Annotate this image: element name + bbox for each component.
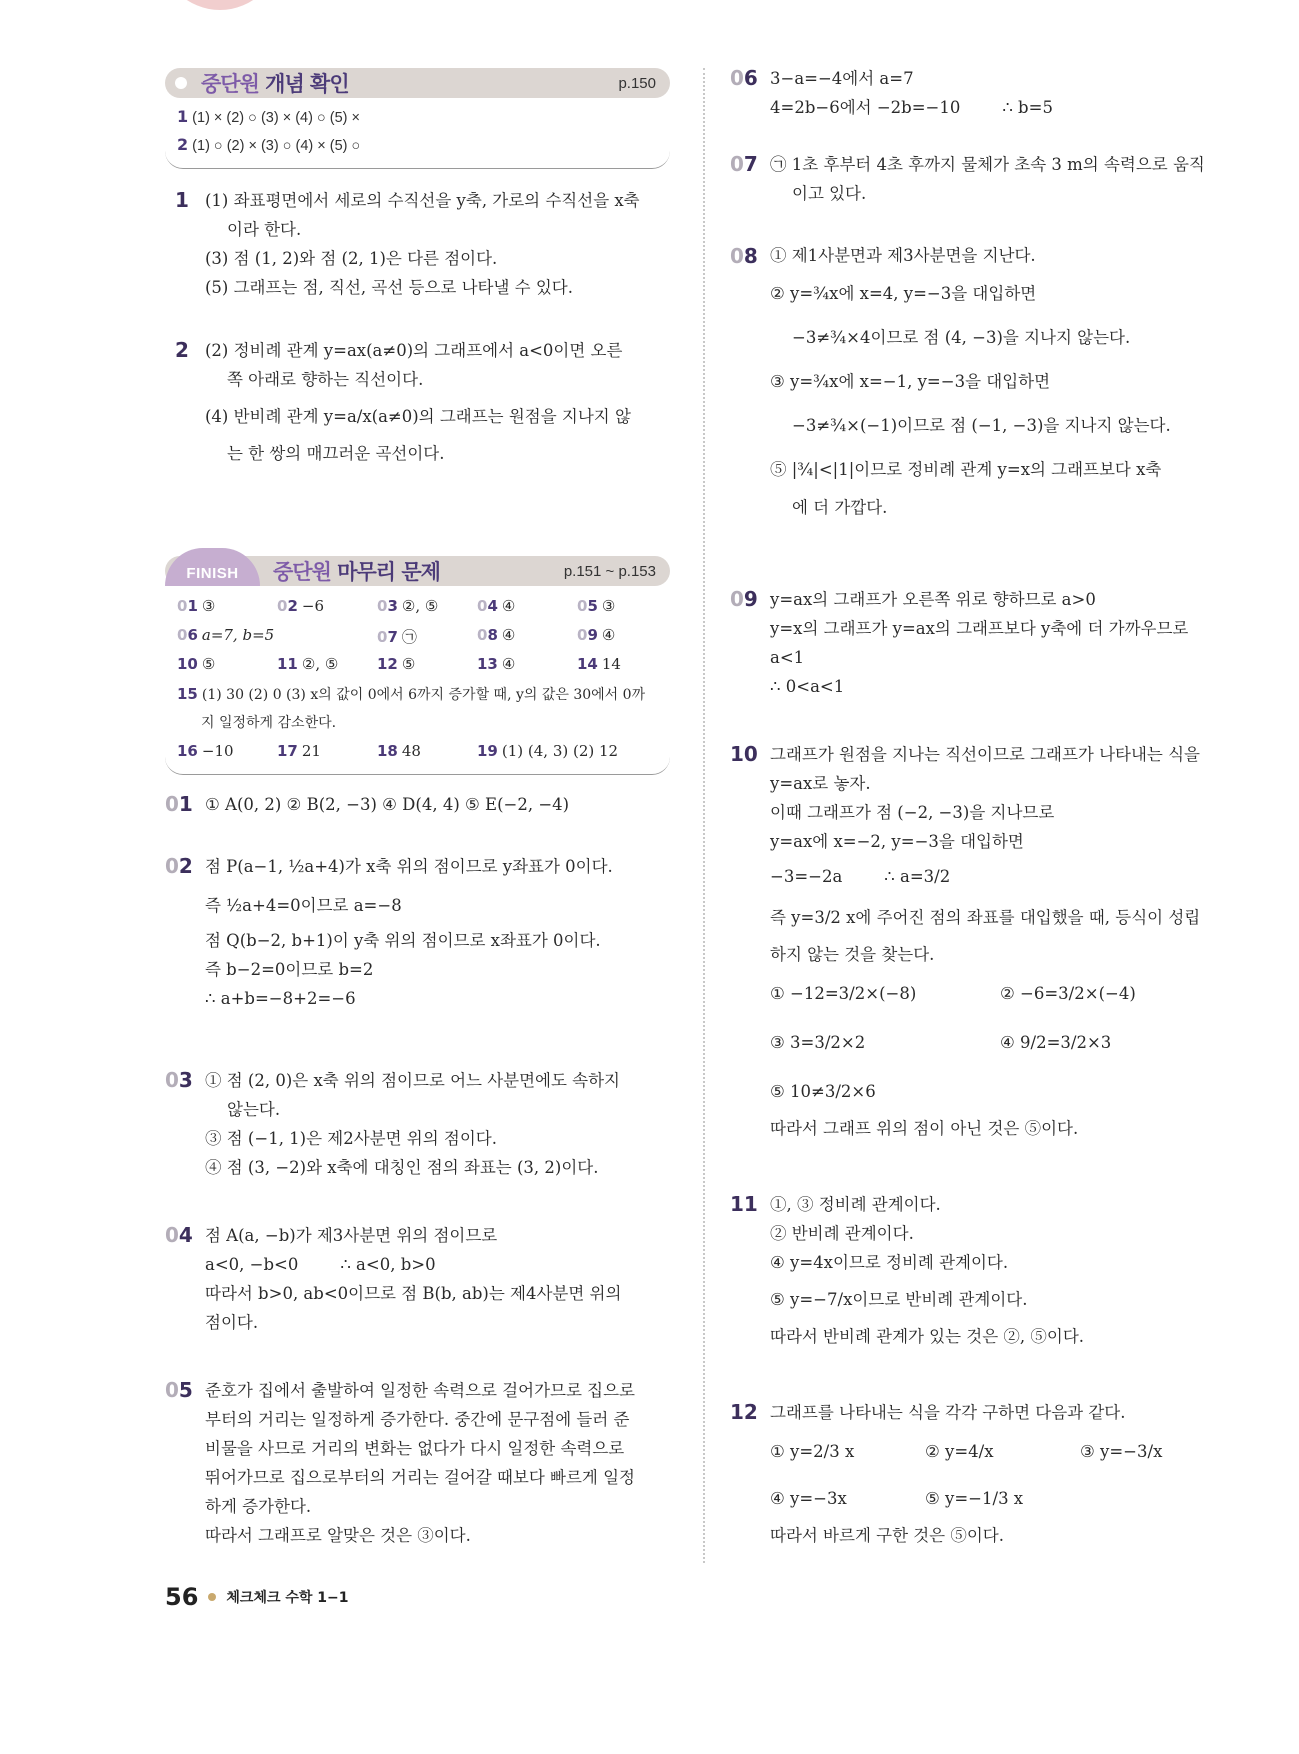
page-reference: p.150 — [618, 74, 656, 92]
page-footer — [165, 1583, 349, 1611]
finish-answer: 지 일정하게 감소한다. — [201, 715, 337, 731]
concept-answer-2: 2 (1) ○ (2) × (3) ○ (4) × (5) ○ — [177, 135, 361, 154]
finish-answer: 17 21 — [277, 742, 321, 760]
finish-answer: 14 14 — [577, 655, 621, 673]
column-divider — [703, 68, 705, 1563]
concept-check-header — [165, 68, 670, 98]
finish-answer: 01 ③ — [177, 597, 216, 615]
finish-answer: 19 (1) (4, 3) (2) 12 — [477, 742, 619, 760]
decorative-circle — [160, 0, 280, 10]
finish-answer: 03 ②, ⑤ — [377, 597, 439, 615]
finish-answer: 07 ㉠ — [377, 628, 417, 646]
finish-header — [165, 556, 670, 586]
finish-answer: 12 ⑤ — [377, 655, 416, 673]
finish-answer: 13 ④ — [477, 655, 516, 673]
finish-answer: 04 ④ — [477, 597, 516, 615]
finish-tab: FINISH — [165, 548, 260, 586]
finish-answer: 11 ②, ⑤ — [277, 655, 339, 673]
bullet-icon — [208, 1593, 216, 1601]
concept-answer-1: 1 (1) × (2) ○ (3) × (4) ○ (5) × — [177, 107, 360, 126]
bullet-icon — [175, 77, 187, 89]
finish-answer: 09 ④ — [577, 626, 616, 644]
section-title: 중단원 개념 확인 — [201, 72, 349, 96]
finish-answer: 02 −6 — [277, 597, 324, 615]
finish-answer: 15 (1) 30 (2) 0 (3) x의 값이 0에서 6까지 증가할 때, y의 값은 30에서 0까 — [177, 685, 646, 703]
book-title: 체크체크 수학 1−1 — [226, 1590, 349, 1606]
finish-answer: 18 48 — [377, 742, 421, 760]
page-number: 56 — [165, 1583, 199, 1611]
finish-answer: 16 −10 — [177, 742, 234, 760]
finish-answer: 05 ③ — [577, 597, 616, 615]
finish-answer: 06 a=7, b=5 — [177, 626, 275, 644]
section-title: 중단원 마무리 문제 — [273, 560, 440, 584]
page-reference: p.151 ~ p.153 — [563, 562, 656, 580]
finish-answer: 10 ⑤ — [177, 655, 216, 673]
finish-answer: 08 ④ — [477, 626, 516, 644]
